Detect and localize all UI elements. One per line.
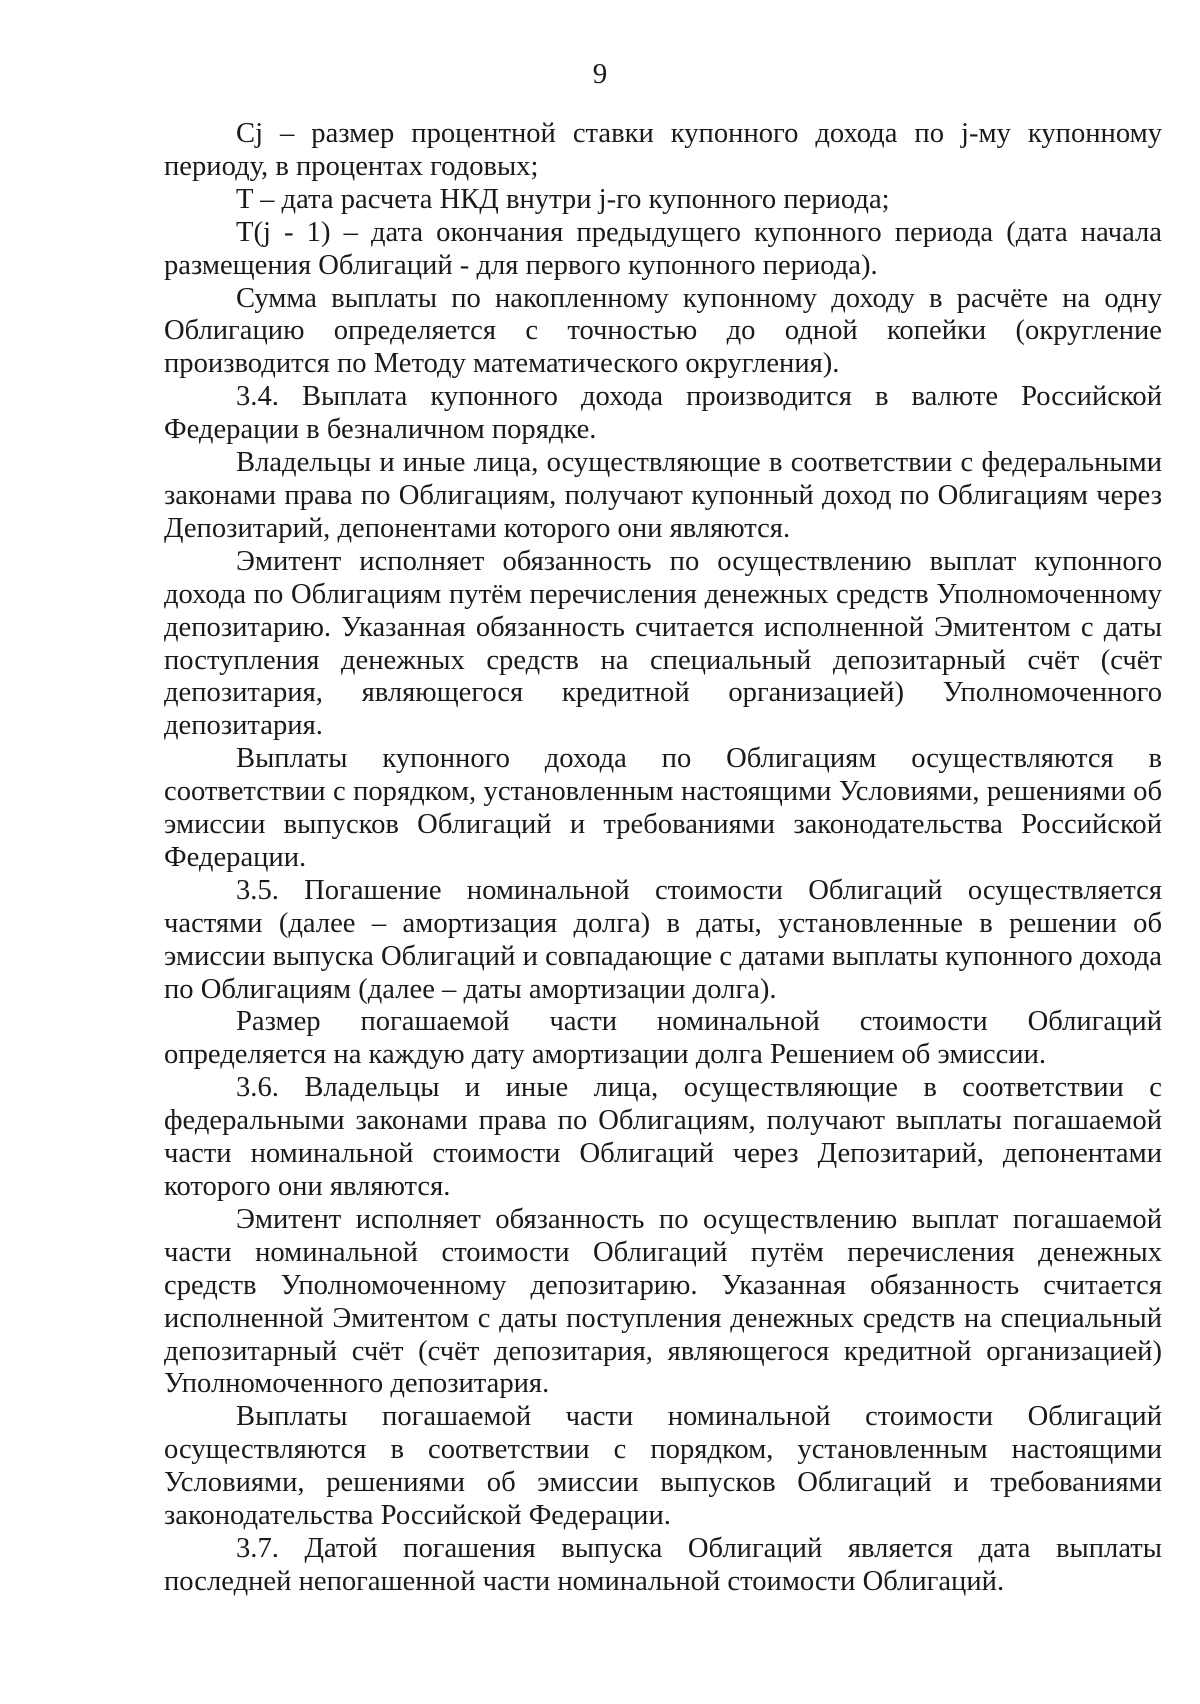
page-number: 9 xyxy=(592,58,608,90)
paragraph-coupon-payment-order: Выплаты купонного дохода по Облигациям осуществляются в соответствии с порядком, установленным настоящими Условиями, решениями об эмиссии выпусков Облигаций и требованиями законодательства Российской Федерации. xyxy=(164,743,1162,873)
paragraph-accrued-income-rounding: Сумма выплаты по накопленному купонному доходу в расчёте на одну Облигацию определяется с точностью до одной копейки (округление производится по Методу математического округления). xyxy=(164,282,1162,380)
paragraph-redemption-payment-order: Выплаты погашаемой части номинальной стоимости Облигаций осуществляются в соответствии с порядком, установленным настоящими Условиями, решениями об эмиссии выпусков Облигаций и требованиями законодательства Российской Федерации. xyxy=(164,1401,1162,1532)
paragraph-t-definition: T – дата расчета НКД внутри j-го купонного периода; xyxy=(236,183,890,215)
paragraph-previous-period-definition: T(j - 1) – дата окончания предыдущего купонного периода (дата начала размещения Облигаций - для первого купонного периода). xyxy=(164,216,1162,281)
paragraph-coupon-rate-definition: Cj – размер процентной ставки купонного дохода по j-му купонному периоду, в процентах годовых; xyxy=(164,118,1162,182)
paragraph-section-3-4: 3.4. Выплата купонного дохода производится в валюте Российской Федерации в безналичном порядке. xyxy=(164,381,1162,446)
paragraph-amortization-size: Размер погашаемой части номинальной стоимости Облигаций определяется на каждую дату амортизации долга Решением об эмиссии. xyxy=(164,1006,1162,1071)
document-body xyxy=(164,118,1162,1599)
paragraph-coupon-obligation: Эмитент исполняет обязанность по осуществлению выплат купонного дохода по Облигациям путём перечисления денежных средств Уполномоченному депозитарию. Указанная обязанность считается исполненной Эмитентом с даты поступления денежных средств на специальный депозитарный счёт (счёт депозитария, являющегося кредитной организацией) Уполномоченного депозитария. xyxy=(164,545,1162,742)
paragraph-coupon-holders: Владельцы и иные лица, осуществляющие в соответствии с федеральными законами права по Облигациям, получают купонный доход по Облигациям через Депозитарий, депонентами которого они являются. xyxy=(164,447,1162,544)
paragraph-section-3-7: 3.7. Датой погашения выпуска Облигаций является дата выплаты последней непогашенной части номинальной стоимости Облигаций. xyxy=(164,1532,1162,1597)
paragraph-redemption-obligation: Эмитент исполняет обязанность по осуществлению выплат погашаемой части номинальной стоимости Облигаций путём перечисления денежных средств Уполномоченному депозитарию. Указанная обязанность считается исполненной Эмитентом с даты поступления денежных средств на специальный депозитарный счёт (счёт депозитария, являющегося кредитной организацией) Уполномоченного депозитария. xyxy=(164,1203,1162,1400)
paragraph-section-3-6: 3.6. Владельцы и иные лица, осуществляющие в соответствии с федеральными законами права по Облигациям, получают выплаты погашаемой части номинальной стоимости Облигаций через Депозитарий, депонентами которого они являются. xyxy=(164,1072,1162,1202)
paragraph-section-3-5: 3.5. Погашение номинальной стоимости Облигаций осуществляется частями (далее – амортизация долга) в даты, установленные в решении об эмиссии выпуска Облигаций и совпадающие с датами выплаты купонного дохода по Облигациям (далее – даты амортизации долга). xyxy=(164,874,1162,1005)
